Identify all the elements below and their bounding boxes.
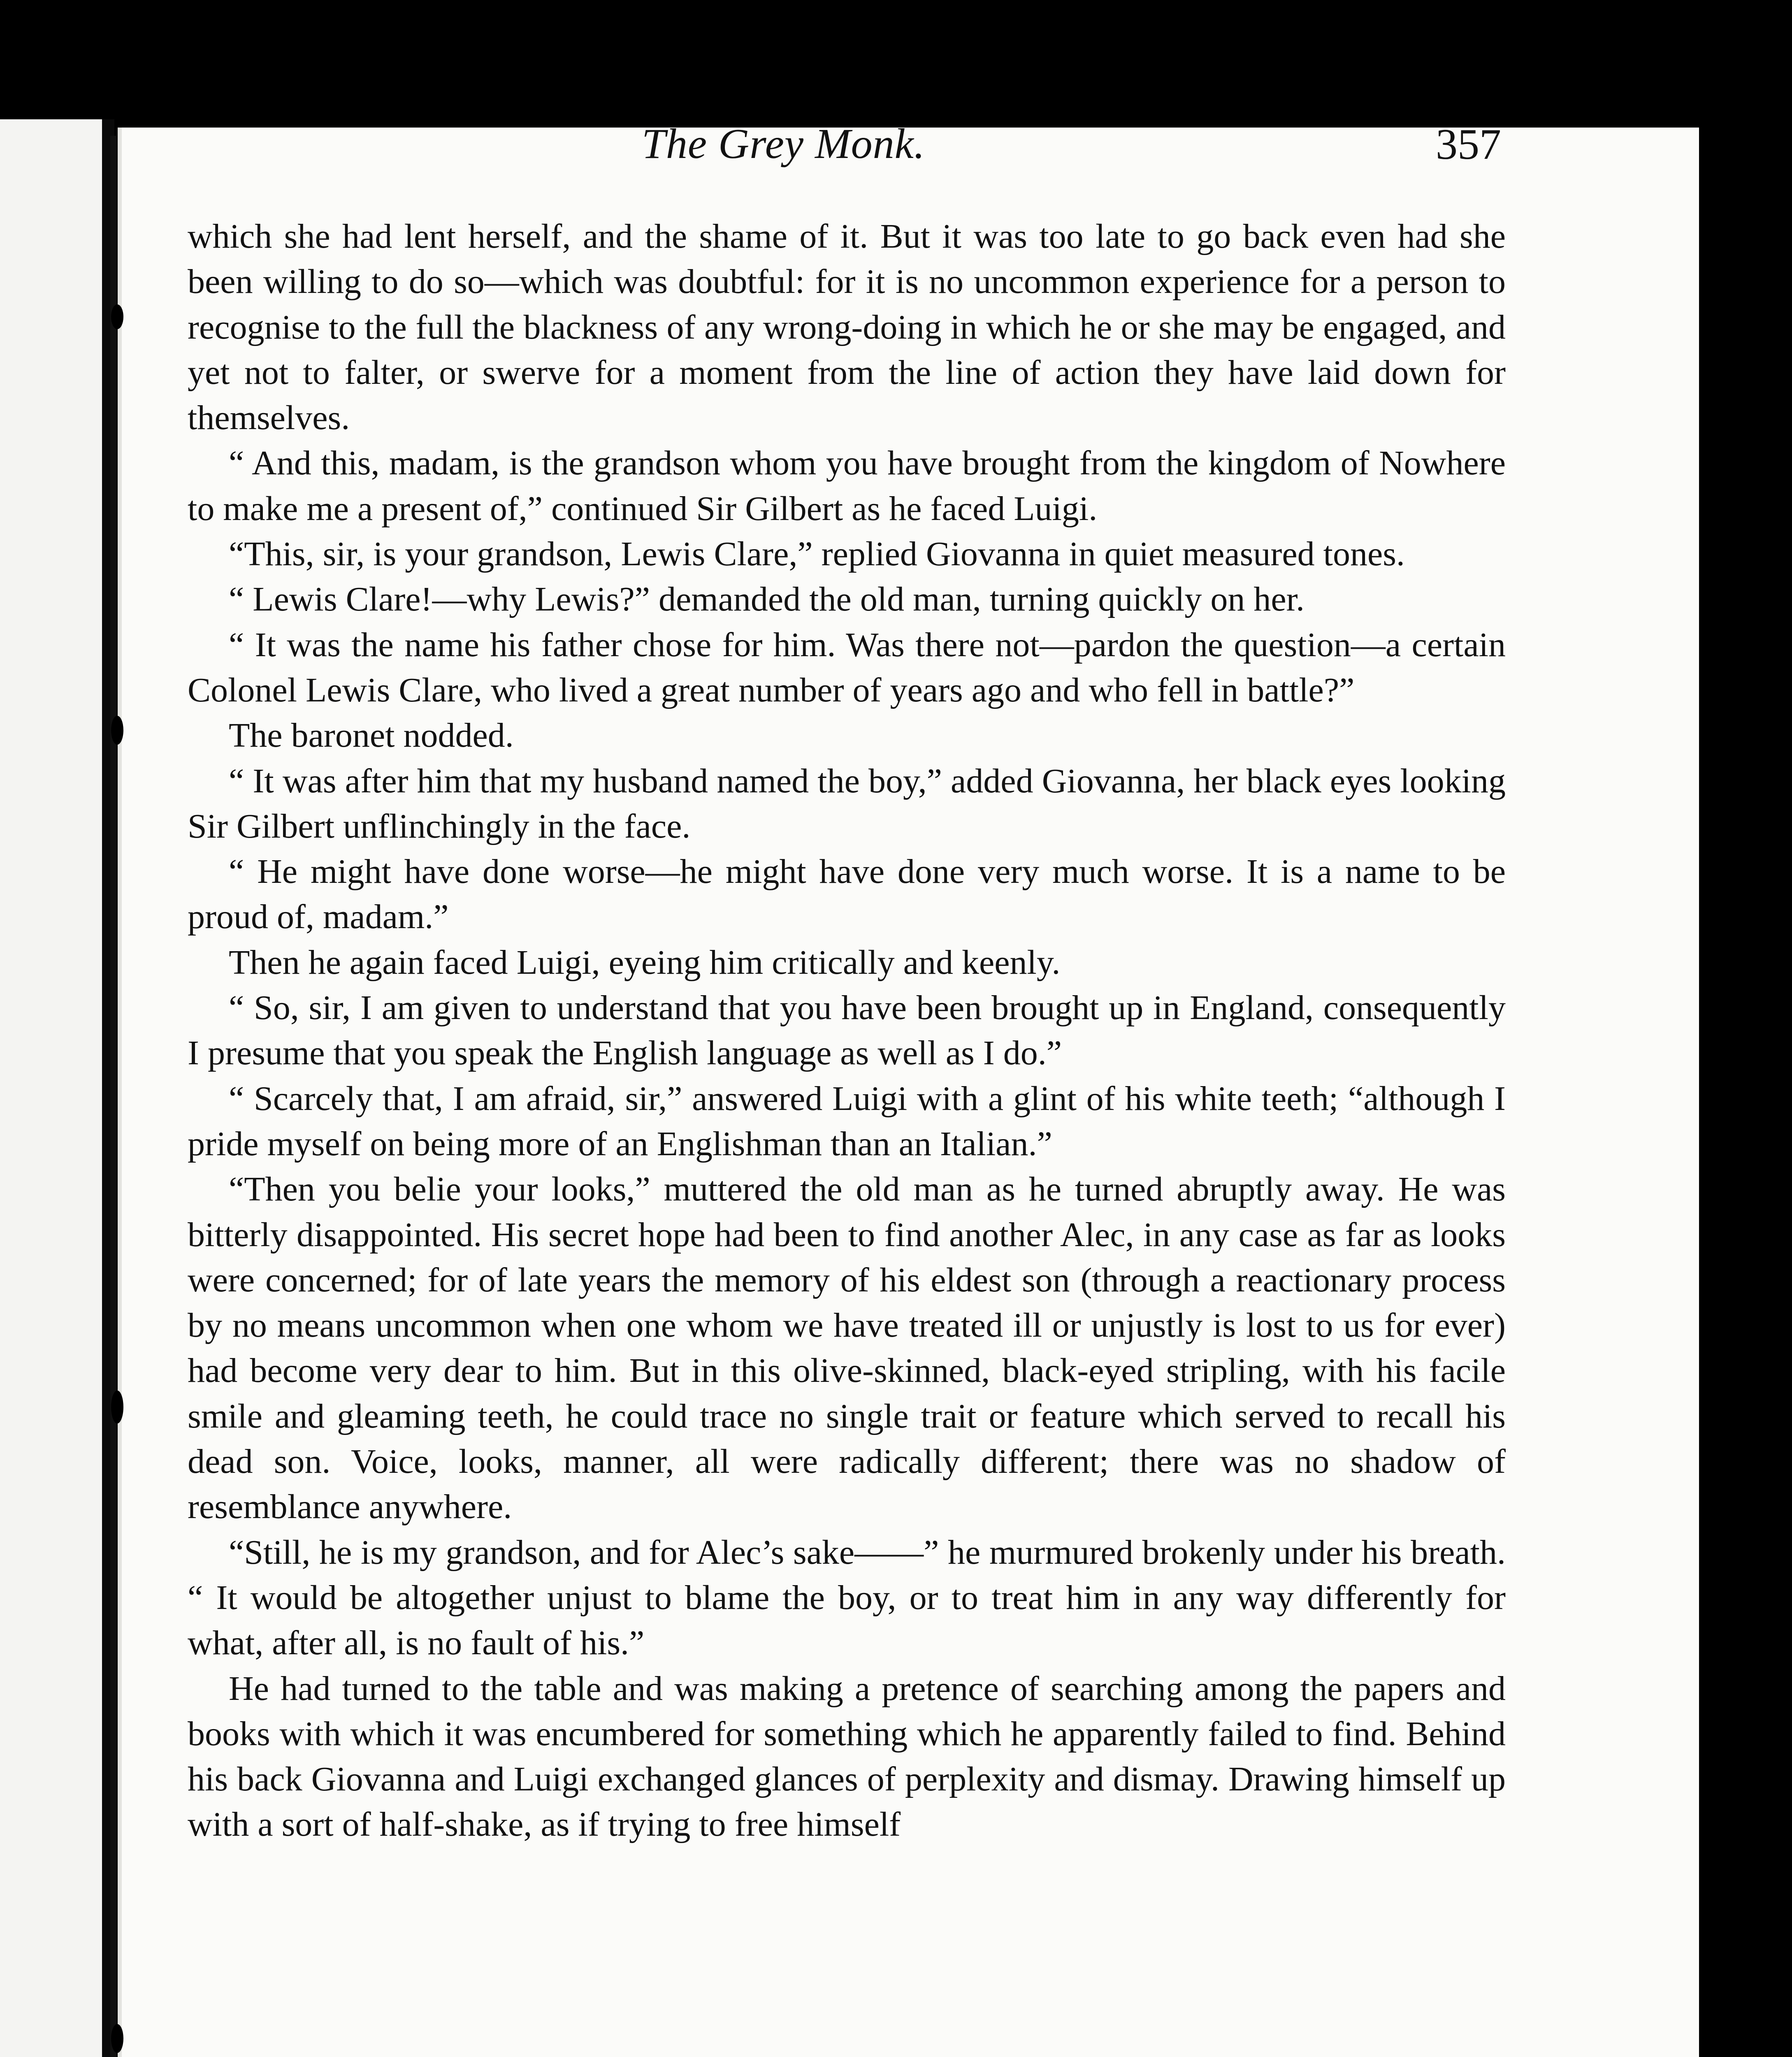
paragraph: “ And this, madam, is the grandson whom you have brought from the kingdom of Nowhere to make me a present of,” continued Sir Gilbert as he faced Luigi. [188,444,1506,528]
paragraph: “ It was the name his father chose for him. Was there not—pardon the question—a certain Colonel Lewis Clare, who lived a great number of years ago and who fell in battle?” [188,625,1506,709]
paragraph: “Still, he is my grandson, and for Alec’s sake——” he murmured brokenly under his breath. “ It would be altogether unjust to blame the boy, or to treat him in any way differently for what, after all, is no fault of his.” [188,1533,1506,1662]
paragraph: “ Scarcely that, I am afraid, sir,” answered Luigi with a glint of his white teeth; “although I pride myself on being more of an Englishman than an Italian.” [188,1079,1506,1163]
paragraph: “ Lewis Clare!—why Lewis?” demanded the old man, turning quickly on her. [229,580,1305,619]
paragraph: “This, sir, is your grandson, Lewis Clare,” replied Giovanna in quiet measured tones. [229,535,1405,573]
paragraph: “ So, sir, I am given to understand that you have been brought up in England, consequently I presume that you speak the English language as well as I do.” [188,989,1506,1073]
facing-page-edge [0,119,102,2057]
running-title: The Grey Monk. [642,120,925,167]
paragraph: The baronet nodded. [229,716,514,755]
paragraph: Then he again faced Luigi, eyeing him critically and keenly. [229,943,1061,982]
body-text [188,214,1506,1848]
binding-mark [111,2024,123,2053]
binding-mark [111,716,123,745]
gutter-line [110,136,116,2057]
page-number: 357 [1436,120,1501,168]
paragraph: “ It was after him that my husband named the boy,” added Giovanna, her black eyes looking Sir Gilbert unflinchingly in the face. [188,762,1506,845]
binding-mark [111,304,123,329]
paragraph: “ He might have done worse—he might have done very much worse. It is a name to be proud of, madam.” [188,852,1506,936]
paragraph: He had turned to the table and was making a pretence of searching among the papers and books with which it was encumbered for something which he apparently failed to find. Behind his back Giovanna and Luigi exchanged glances of perplexity and dismay. Drawing himself up with a sort of half-shake, as if trying to free himself [188,1669,1506,1844]
paragraph: which she had lent herself, and the shame of it. But it was too late to go back even had she been willing to do so—which was doubtful: for it is no uncommon experience for a person to recognise to the full the blackness of any wrong-doing in which he or she may be engaged, and yet not to falter, or swerve for a moment from the line of action they have laid down for themselves. [188,217,1506,437]
paragraph: “Then you belie your looks,” muttered the old man as he turned abruptly away. He was bitterly disappointed. His secret hope had been to find another Alec, in any case as far as looks were concerned; for of late years the memory of his eldest son (through a reactionary process by no means uncommon when one whom we have treated ill or unjustly is lost to us for ever) had become very dear to him. But in this olive-skinned, black-eyed stripling, with his facile smile and gleaming teeth, he could trace no single trait or feature which served to recall his dead son. Voice, looks, manner, all were radically different; there was no shadow of resemblance anywhere. [188,1170,1506,1526]
binding-mark [111,1391,123,1423]
